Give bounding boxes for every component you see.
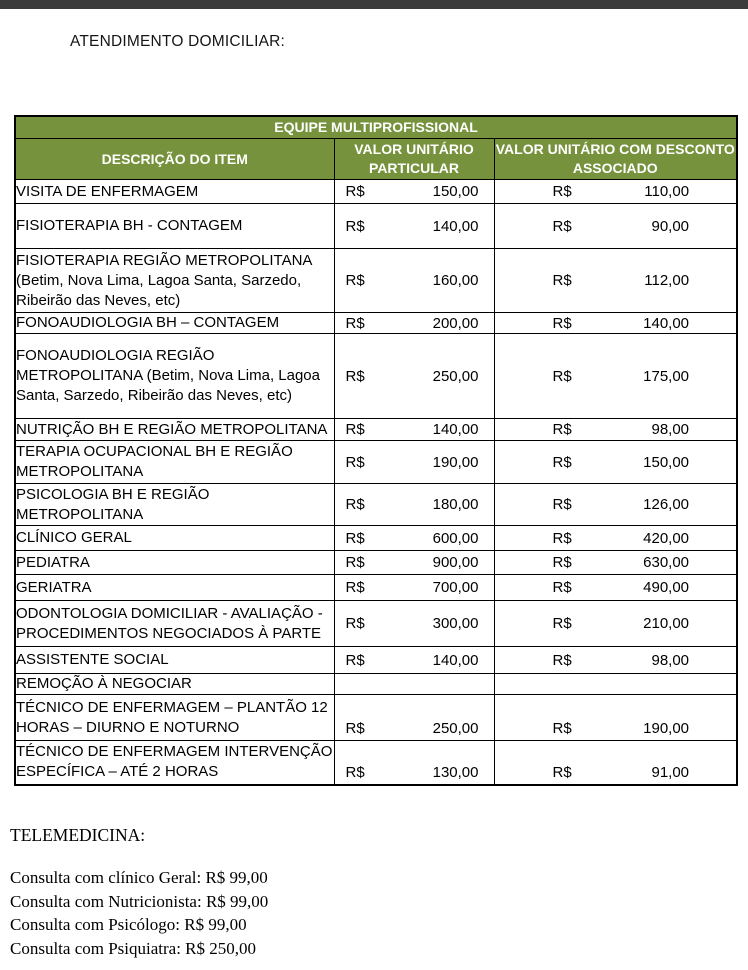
currency-symbol: R$ [552, 554, 572, 571]
telemedicina-list [10, 866, 268, 960]
price-particular [334, 334, 494, 419]
item-description: FISIOTERAPIA REGIÃO METROPOLITANA (Betim, Nova Lima, Lagoa Santa, Sarzedo, Ribeirão das Neves, etc) [15, 249, 334, 313]
column-header-description: DESCRIÇÃO DO ITEM [15, 139, 334, 180]
price-value: 250,00 [432, 720, 479, 737]
price-desconto [494, 575, 737, 601]
currency-symbol: R$ [345, 579, 365, 596]
currency-symbol: R$ [345, 217, 365, 235]
price-particular [334, 526, 494, 551]
price-particular [334, 419, 494, 441]
price-value: 98,00 [651, 651, 690, 669]
price-desconto [494, 484, 737, 526]
currency-symbol: R$ [552, 367, 572, 385]
price-table [14, 115, 738, 786]
telemedicina-item: Consulta com clínico Geral: R$ 99,00 [10, 868, 268, 887]
price-value: 700,00 [432, 579, 479, 596]
price-value: 420,00 [643, 529, 690, 547]
currency-symbol: R$ [345, 763, 365, 781]
price-value: 91,00 [651, 763, 690, 781]
table-row [15, 575, 737, 601]
item-description: GERIATRA [15, 575, 334, 601]
section-title-atendimento-domiciliar: ATENDIMENTO DOMICILIAR: [70, 33, 286, 50]
price-value: 90,00 [651, 217, 690, 235]
item-description: TÉCNICO DE ENFERMAGEM – PLANTÃO 12 HORAS – DIURNO E NOTURNO [15, 695, 334, 741]
price-value: 175,00 [643, 367, 690, 385]
price-value: 190,00 [432, 453, 479, 471]
table-title: EQUIPE MULTIPROFISSIONAL [15, 116, 737, 139]
currency-symbol: R$ [552, 421, 572, 438]
item-description: ASSISTENTE SOCIAL [15, 647, 334, 674]
price-desconto [494, 204, 737, 249]
top-bar [0, 0, 748, 9]
price-value: 630,00 [643, 554, 690, 571]
table-row [15, 601, 737, 647]
currency-symbol: R$ [345, 651, 365, 669]
item-description: TÉCNICO DE ENFERMAGEM INTERVENÇÃO ESPECÍFICA – ATÉ 2 HORAS [15, 741, 334, 785]
item-description: VISITA DE ENFERMAGEM [15, 180, 334, 204]
price-value: 110,00 [644, 183, 690, 200]
price-value: 190,00 [643, 720, 690, 737]
table-row [15, 741, 737, 785]
telemedicina-item: Consulta com Psiquiatra: R$ 250,00 [10, 938, 257, 958]
table-row [15, 249, 737, 313]
price-desconto [494, 741, 737, 785]
price-particular [334, 695, 494, 741]
currency-symbol: R$ [345, 314, 365, 332]
table-row [15, 180, 737, 204]
price-particular [334, 484, 494, 526]
price-desconto [494, 601, 737, 647]
price-desconto [494, 180, 737, 204]
price-desconto [494, 695, 737, 741]
telemedicina-item: Consulta com Nutricionista: R$ 99,00 [10, 891, 269, 911]
currency-symbol: R$ [345, 272, 365, 289]
price-particular [334, 249, 494, 313]
currency-symbol: R$ [552, 314, 572, 332]
table-header-row [15, 139, 737, 180]
currency-symbol: R$ [552, 453, 572, 471]
price-particular [334, 601, 494, 647]
item-description: PSICOLOGIA BH E REGIÃO METROPOLITANA [15, 484, 334, 526]
currency-symbol: R$ [345, 720, 365, 737]
item-description: TERAPIA OCUPACIONAL BH E REGIÃO METROPOLITANA [15, 441, 334, 484]
currency-symbol: R$ [552, 615, 572, 632]
price-particular [334, 313, 494, 334]
price-desconto [494, 334, 737, 419]
price-particular [334, 180, 494, 204]
price-particular [334, 441, 494, 484]
table-banner-row [15, 116, 737, 139]
price-desconto [494, 249, 737, 313]
currency-symbol: R$ [345, 496, 365, 513]
table-row [15, 695, 737, 741]
price-particular [334, 741, 494, 785]
price-value: 250,00 [432, 367, 479, 385]
currency-symbol: R$ [552, 496, 572, 513]
item-description: FONOAUDIOLOGIA BH – CONTAGEM [15, 313, 334, 334]
price-value: 140,00 [432, 421, 479, 438]
price-value: 300,00 [432, 615, 479, 632]
price-value: 200,00 [432, 314, 479, 332]
section-title-telemedicina: TELEMEDICINA: [10, 825, 146, 845]
currency-symbol: R$ [552, 579, 572, 596]
price-particular [334, 204, 494, 249]
price-value: 140,00 [432, 217, 479, 235]
table-row [15, 551, 737, 575]
item-description: CLÍNICO GERAL [15, 526, 334, 551]
currency-symbol: R$ [552, 217, 572, 235]
price-value: 900,00 [432, 554, 479, 571]
price-value: 112,00 [644, 272, 690, 289]
currency-symbol: R$ [345, 529, 365, 547]
price-value: 490,00 [643, 579, 690, 596]
column-header-valor-desconto: VALOR UNITÁRIO COM DESCONTO ASSOCIADO [494, 139, 737, 180]
price-desconto [494, 674, 737, 695]
table-row [15, 674, 737, 695]
price-value: 210,00 [643, 615, 690, 632]
item-description: PEDIATRA [15, 551, 334, 575]
price-value: 130,00 [432, 763, 479, 781]
price-particular [334, 551, 494, 575]
price-value: 98,00 [651, 421, 690, 438]
currency-symbol: R$ [552, 720, 572, 737]
price-desconto [494, 647, 737, 674]
currency-symbol: R$ [552, 529, 572, 547]
table-row [15, 647, 737, 674]
table-row [15, 526, 737, 551]
table-row [15, 313, 737, 334]
price-desconto [494, 441, 737, 484]
price-particular [334, 647, 494, 674]
price-desconto [494, 419, 737, 441]
item-description: FONOAUDIOLOGIA REGIÃO METROPOLITANA (Betim, Nova Lima, Lagoa Santa, Sarzedo, Ribeirão das Neves, etc) [15, 334, 334, 419]
table-row [15, 484, 737, 526]
table-row [15, 419, 737, 441]
table-row [15, 204, 737, 249]
price-value: 150,00 [643, 453, 690, 471]
table-row [15, 441, 737, 484]
currency-symbol: R$ [345, 453, 365, 471]
price-particular [334, 674, 494, 695]
price-desconto [494, 313, 737, 334]
item-description: NUTRIÇÃO BH E REGIÃO METROPOLITANA [15, 419, 334, 441]
price-value: 126,00 [643, 496, 690, 513]
currency-symbol: R$ [552, 183, 572, 200]
item-description: REMOÇÃO À NEGOCIAR [15, 674, 334, 695]
price-particular [334, 575, 494, 601]
currency-symbol: R$ [345, 183, 365, 200]
price-value: 150,00 [432, 183, 479, 200]
currency-symbol: R$ [345, 367, 365, 385]
price-desconto [494, 526, 737, 551]
price-value: 160,00 [432, 272, 479, 289]
price-value: 600,00 [432, 529, 479, 547]
column-header-valor-particular: VALOR UNITÁRIO PARTICULAR [334, 139, 494, 180]
currency-symbol: R$ [345, 554, 365, 571]
price-value: 180,00 [432, 496, 479, 513]
table-row [15, 334, 737, 419]
price-value: 140,00 [643, 314, 690, 332]
currency-symbol: R$ [345, 421, 365, 438]
telemedicina-item: Consulta com Psicólogo: R$ 99,00 [10, 915, 247, 934]
currency-symbol: R$ [552, 763, 572, 781]
currency-symbol: R$ [552, 651, 572, 669]
price-value: 140,00 [432, 651, 479, 669]
item-description: ODONTOLOGIA DOMICILIAR - AVALIAÇÃO - PROCEDIMENTOS NEGOCIADOS À PARTE [15, 601, 334, 647]
price-desconto [494, 551, 737, 575]
currency-symbol: R$ [552, 272, 572, 289]
item-description: FISIOTERAPIA BH - CONTAGEM [15, 204, 334, 249]
currency-symbol: R$ [345, 615, 365, 632]
